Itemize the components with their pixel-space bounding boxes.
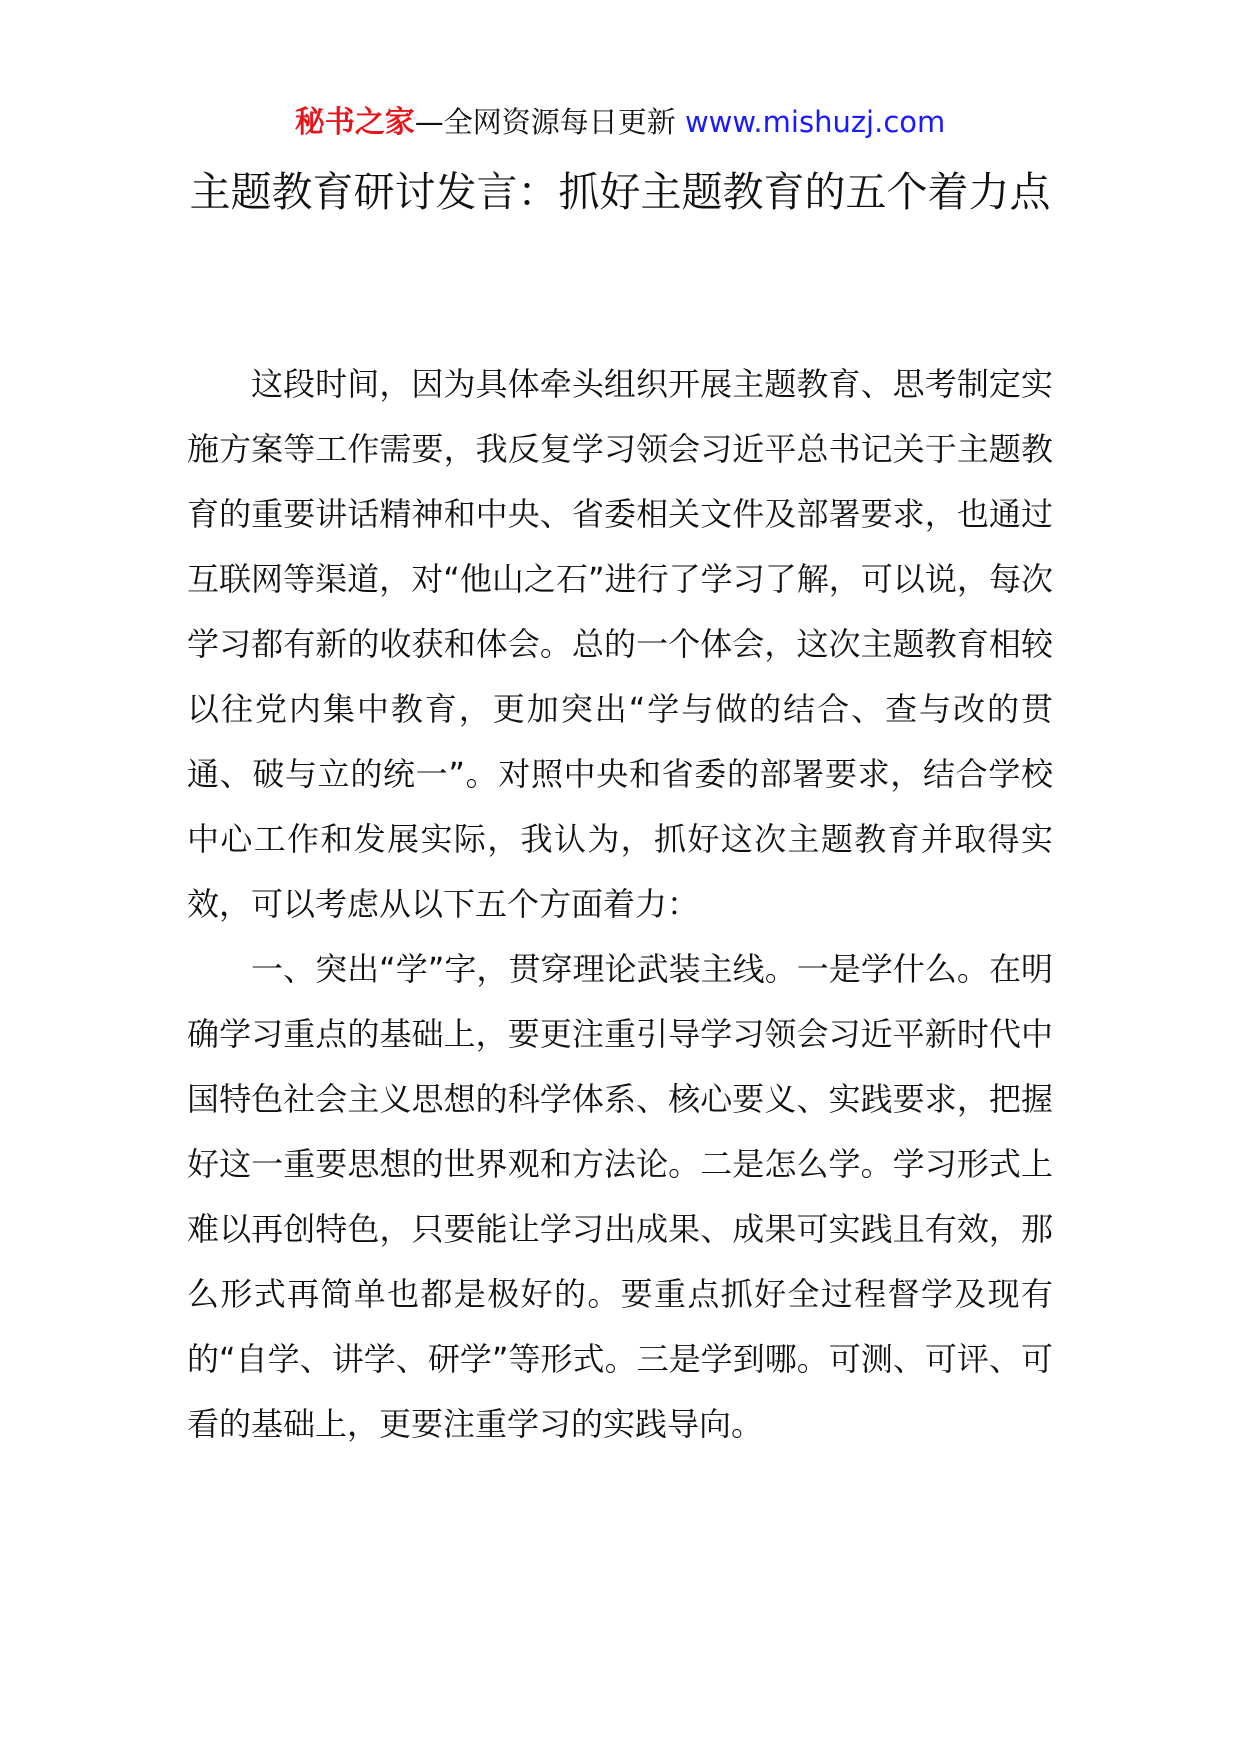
paragraph-section-one: 一、突出“学”字，贯穿理论武装主线。一是学什么。在明确学习重点的基础上，要更注重引导学习领会习近平新时代中国特色社会主义思想的科学体系、核心要义、实践要求，把握好这一重要思想的世界观和方法论。二是怎么学。学习形式上难以再创特色，只要能让学习出成果、成果可实践且有效，那么形式再简单也都是极好的。要重点抓好全过程督学及现有的“自学、讲学、研学”等形式。三是学到哪。可测、可评、可看的基础上，更要注重学习的实践导向。 (187, 950, 1053, 1443)
header-tagline: —全网资源每日更新 (414, 105, 685, 139)
document-body (187, 352, 1053, 1457)
site-header (0, 100, 1240, 145)
paragraph-intro: 这段时间，因为具体牵头组织开展主题教育、思考制定实施方案等工作需要，我反复学习领会习近平总书记关于主题教育的重要讲话精神和中央、省委相关文件及部署要求，也通过互联网等渠道，对“他山之石”进行了学习了解，可以说，每次学习都有新的收获和体会。总的一个体会，这次主题教育相较以往党内集中教育，更加突出“学与做的结合、查与改的贯通、破与立的统一”。对照中央和省委的部署要求，结合学校中心工作和发展实际，我认为，抓好这次主题教育并取得实效，可以考虑从以下五个方面着力： (187, 365, 1053, 923)
brand-name: 秘书之家 (294, 105, 415, 140)
site-url-link[interactable]: www.mishuzj.com (684, 105, 946, 139)
document-title: 主题教育研讨发言：抓好主题教育的五个着力点 (189, 168, 1051, 216)
